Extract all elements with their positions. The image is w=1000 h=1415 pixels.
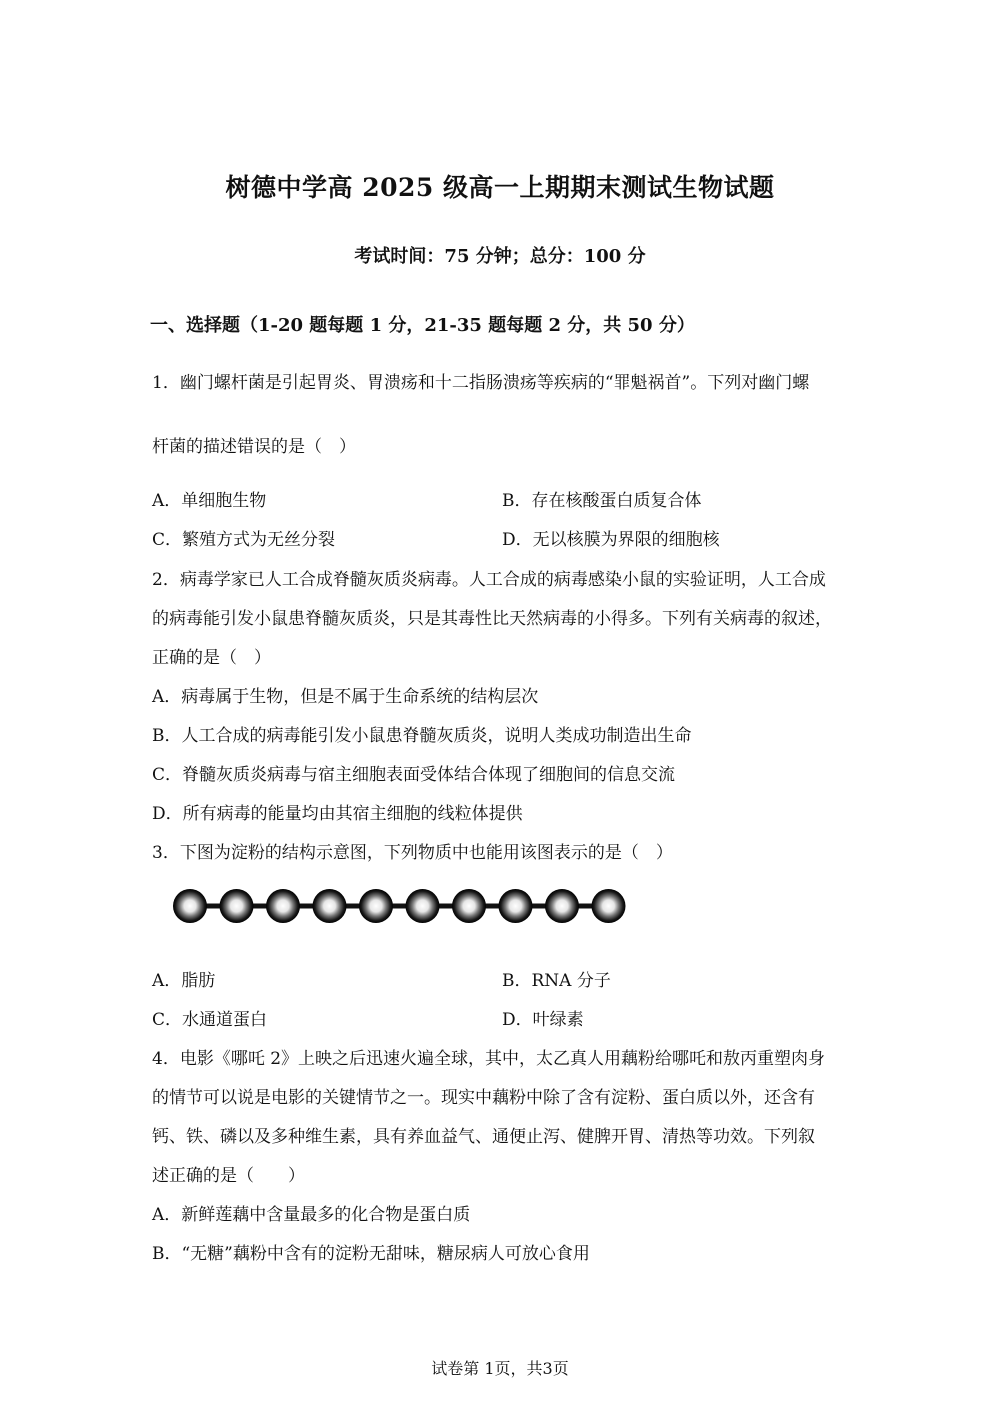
monomer-bead — [452, 889, 486, 923]
section-heading: 一、选择题（1-20 题每题 1 分，21-35 题每题 2 分，共 50 分） — [150, 315, 695, 336]
question-2-option-a: A．病毒属于生物，但是不属于生命系统的结构层次 — [152, 687, 539, 707]
question-4-stem-line-1: 4．电影《哪吒 2》上映之后迅速火遍全球，其中，太乙真人用藕粉给哪吒和敖丙重塑肉身 — [152, 1049, 826, 1069]
monomer-bead — [313, 889, 347, 923]
question-1-stem-line-1: 1．幽门螺杆菌是引起胃炎、胃溃疡和十二指肠溃疡等疾病的“罪魁祸首”。下列对幽门螺 — [152, 373, 810, 393]
page-title: 树德中学高 2025 级高一上期期末测试生物试题 — [225, 173, 775, 202]
monomer-bead — [406, 889, 440, 923]
question-3-option-c: C．水通道蛋白 — [152, 1010, 268, 1030]
question-2-option-c: C．脊髓灰质炎病毒与宿主细胞表面受体结合体现了细胞间的信息交流 — [152, 765, 676, 785]
question-4-option-b: B．“无糖”藕粉中含有的淀粉无甜味，糖尿病人可放心食用 — [152, 1244, 590, 1264]
question-3-option-d: D．叶绿素 — [502, 1010, 584, 1030]
question-2-stem-line-3: 正确的是（ ） — [152, 648, 271, 668]
page-footer: 试卷第 1页，共3页 — [431, 1359, 569, 1378]
question-4-stem-line-3: 钙、铁、磷以及多种维生素，具有养血益气、通便止泻、健脾开胃、清热等功效。下列叙 — [152, 1127, 815, 1147]
monomer-bead — [173, 889, 207, 923]
question-2-option-d: D．所有病毒的能量均由其宿主细胞的线粒体提供 — [152, 804, 523, 824]
question-4-option-a: A．新鲜莲藕中含量最多的化合物是蛋白质 — [152, 1205, 471, 1225]
exam-info: 考试时间：75 分钟；总分：100 分 — [354, 246, 646, 267]
question-3-stem-line-1: 3．下图为淀粉的结构示意图，下列物质中也能用该图表示的是（ ） — [152, 843, 673, 863]
question-1-option-a: A．单细胞生物 — [152, 491, 267, 511]
question-3-option-b: B．RNA 分子 — [502, 971, 611, 991]
question-2-option-b: B．人工合成的病毒能引发小鼠患脊髓灰质炎，说明人类成功制造出生命 — [152, 726, 692, 746]
question-4-stem-line-2: 的情节可以说是电影的关键情节之一。现实中藕粉中除了含有淀粉、蛋白质以外，还含有 — [152, 1088, 815, 1108]
question-1-option-d: D．无以核膜为界限的细胞核 — [502, 530, 720, 550]
question-1-option-b: B．存在核酸蛋白质复合体 — [502, 491, 702, 511]
question-1-option-c: C．繁殖方式为无丝分裂 — [152, 530, 336, 550]
monomer-bead — [545, 889, 579, 923]
monomer-bead — [592, 889, 626, 923]
starch-structure-figure — [168, 876, 648, 936]
monomer-bead — [359, 889, 393, 923]
question-3-option-a: A．脂肪 — [152, 971, 216, 991]
monomer-bead — [220, 889, 254, 923]
monomer-bead — [266, 889, 300, 923]
question-4-stem-line-4: 述正确的是（ ） — [152, 1166, 305, 1186]
monomer-bead — [499, 889, 533, 923]
question-2-stem-line-2: 的病毒能引发小鼠患脊髓灰质炎，只是其毒性比天然病毒的小得多。下列有关病毒的叙述， — [152, 609, 832, 629]
question-2-stem-line-1: 2．病毒学家已人工合成脊髓灰质炎病毒。人工合成的病毒感染小鼠的实验证明，人工合成 — [152, 570, 826, 590]
question-1-stem-line-2: 杆菌的描述错误的是（ ） — [152, 437, 356, 457]
